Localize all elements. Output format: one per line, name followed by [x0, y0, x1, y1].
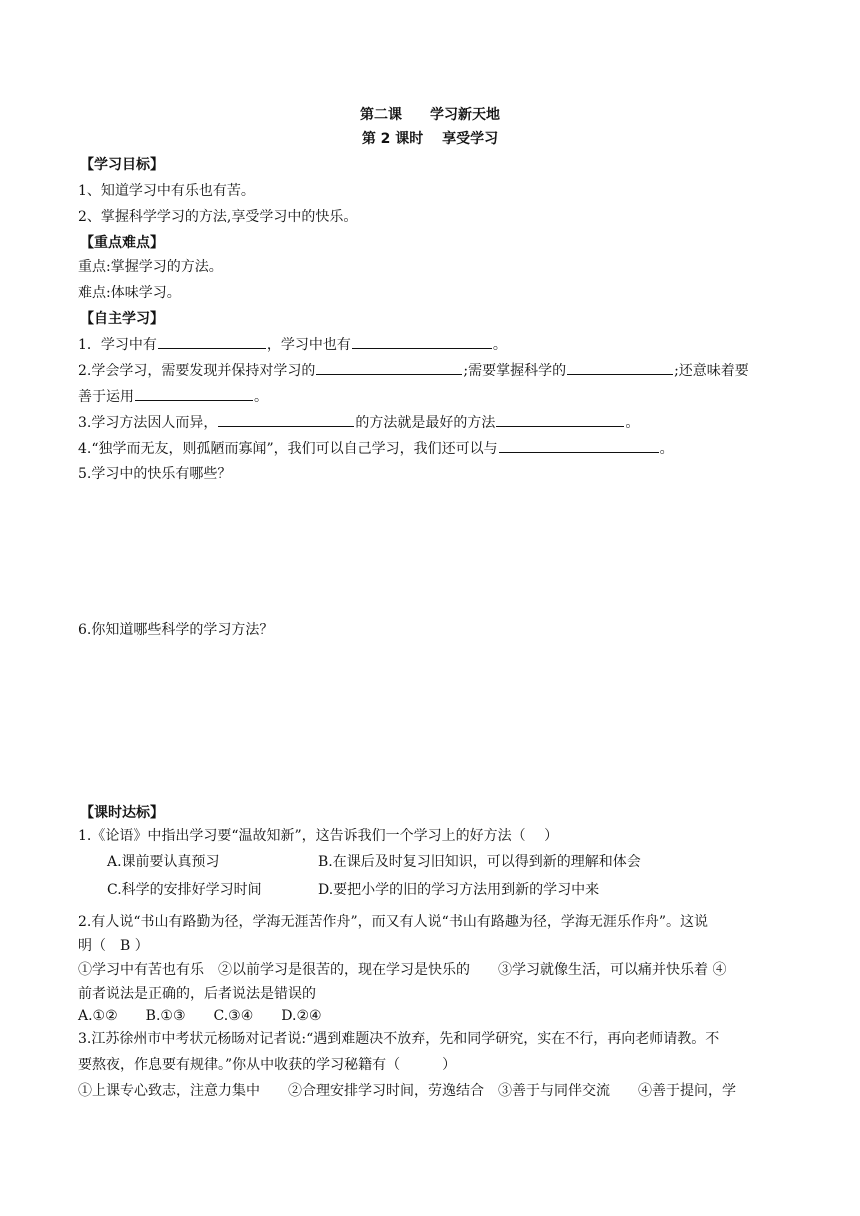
practice-q2-choices[interactable]: A.①② B.①③ C.③④ D.②④	[78, 1008, 322, 1024]
self-study-heading: 【自主学习】	[80, 311, 164, 327]
answer-blank[interactable]	[316, 360, 462, 375]
self-study-q5: 5.学习中的快乐有哪些？	[78, 466, 232, 482]
practice-q1-stem: 1.《论语》中指出学习要“温故知新”，这告诉我们一个学习上的好方法（ ）	[78, 828, 559, 844]
q2-text: ;需要掌握科学的	[463, 363, 567, 379]
practice-q2-stem-cont: 明（ B ）	[78, 938, 149, 954]
goals-heading: 【学习目标】	[80, 157, 164, 173]
q2-text: 善于运用	[78, 389, 134, 405]
q3-text: 3.学习方法因人而异，	[78, 415, 218, 431]
answer-blank[interactable]	[352, 334, 492, 349]
practice-q2-options-cont: 前者说法是正确的，后者说法是错误的	[78, 986, 316, 1002]
practice-q3-options: ①上课专心致志，注意力集中 ②合理安排学习时间，劳逸结合 ③善于与同伴交流 ④善于提问，学	[78, 1083, 736, 1099]
self-study-q4	[78, 438, 674, 459]
answer-blank[interactable]	[499, 438, 659, 453]
q1-text: ，学习中也有	[266, 337, 351, 353]
page-subtitle: 第 2 课时 享受学习	[361, 131, 499, 147]
self-study-q2-cont	[78, 386, 268, 407]
q2-text: 。	[254, 389, 268, 405]
q3-text: 的方法就是最好的方法	[355, 415, 496, 431]
key-points-heading: 【重点难点】	[80, 235, 164, 251]
self-study-q1	[78, 334, 507, 355]
practice-q1-option-b[interactable]: B.在课后及时复习旧知识，可以得到新的理解和体会	[318, 854, 641, 870]
practice-heading: 【课时达标】	[80, 805, 164, 821]
practice-q1-option-c[interactable]: C.科学的安排好学习时间	[107, 882, 262, 898]
focus-text: 重点:掌握学习的方法。	[78, 259, 223, 275]
practice-q3-stem-cont: 要熬夜，作息要有规律。”你从中收获的学习秘籍有（ ）	[78, 1057, 457, 1073]
q1-text: 1．学习中有	[78, 337, 157, 353]
practice-q3-stem: 3.江苏徐州市中考状元杨旸对记者说:“遇到难题决不放弃，先和同学研究，实在不行，再向老师请教。不	[78, 1031, 720, 1047]
goal-item: 2、掌握科学学习的方法,享受学习中的快乐。	[78, 209, 358, 225]
self-study-q6: 6.你知道哪些科学的学习方法？	[78, 622, 274, 638]
answer-blank[interactable]	[496, 412, 624, 427]
q3-text: 。	[625, 415, 640, 431]
answer-blank[interactable]	[158, 334, 266, 349]
page-title: 第二课 学习新天地	[360, 107, 500, 123]
q2-text: ;还意味着要	[674, 363, 749, 379]
difficulty-text: 难点:体味学习。	[78, 285, 181, 301]
q2-text: 2.学会学习，需要发现并保持对学习的	[78, 363, 316, 379]
practice-q2-options: ①学习中有苦也有乐 ②以前学习是很苦的，现在学习是快乐的 ③学习就像生活，可以痛并快乐着 ④	[78, 962, 727, 978]
goal-item: 1、知道学习中有乐也有苦。	[78, 183, 255, 199]
practice-q1-option-a[interactable]: A.课前要认真预习	[107, 854, 220, 870]
practice-q2-stem: 2.有人说“书山有路勤为径，学海无涯苦作舟”，而又有人说“书山有路趣为径，学海无涯乐作舟”。这说	[78, 914, 708, 930]
q4-text: 。	[659, 441, 674, 457]
q4-text: 4.“独学而无友，则孤陋而寡闻”，我们可以自己学习，我们还可以与	[78, 441, 498, 457]
self-study-q3	[78, 412, 639, 433]
q1-text: 。	[492, 337, 507, 353]
self-study-q2	[78, 360, 749, 381]
answer-blank[interactable]	[218, 412, 354, 427]
answer-blank[interactable]	[567, 360, 673, 375]
practice-q1-option-d[interactable]: D.要把小学的旧的学习方法用到新的学习中来	[318, 882, 600, 898]
answer-blank[interactable]	[135, 386, 253, 401]
